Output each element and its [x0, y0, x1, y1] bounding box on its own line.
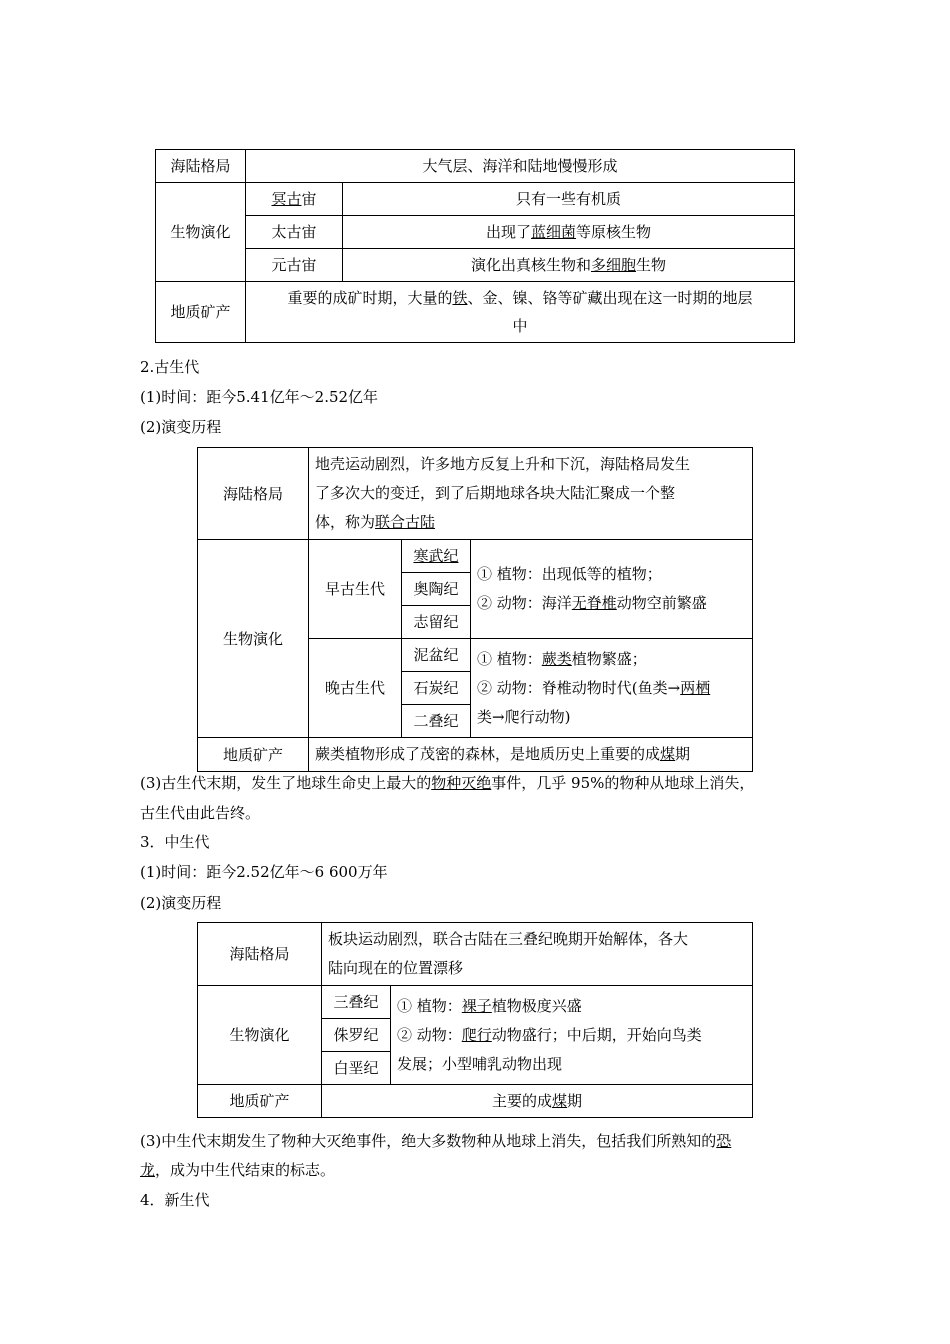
table-cell: ① 植物：出现低等的植物； ② 动物：海洋无脊椎动物空前繁盛: [471, 540, 753, 639]
paragraph: (1)时间：距今2.52亿年～6 600万年: [140, 863, 388, 881]
table-cell: 地质矿产: [198, 1085, 322, 1118]
paragraph: 龙，成为中生代结束的标志。: [140, 1161, 336, 1179]
table-cell: 志留纪: [402, 606, 471, 639]
table-cell: 海陆格局: [156, 150, 246, 183]
table-cell: 大气层、海洋和陆地慢慢形成: [246, 150, 795, 183]
section-title: 2.古生代: [140, 358, 200, 376]
table-cell: 出现了蓝细菌等原核生物: [343, 216, 795, 249]
table-cell: 生物演化: [156, 183, 246, 282]
table-cell: ① 植物：裸子植物极度兴盛 ② 动物：爬行动物盛行；中后期，开始向鸟类 发展；小型哺乳动物出现: [391, 986, 753, 1085]
table-cell: 生物演化: [198, 540, 309, 738]
table-cell: 地壳运动剧烈，许多地方反复上升和下沉，海陆格局发生 了多次大的变迁，到了后期地球各块大陆汇聚成一个整 体，称为联合古陆: [309, 448, 753, 540]
table-cell: 海陆格局: [198, 448, 309, 540]
table-cell: 元古宙: [246, 249, 343, 282]
table-cell: 主要的成煤期: [322, 1085, 753, 1118]
table-cell: 早古生代: [309, 540, 402, 639]
table-cell: 奥陶纪: [402, 573, 471, 606]
table-cell: ① 植物：蕨类植物繁盛； ② 动物：脊椎动物时代(鱼类→两栖 类→爬行动物): [471, 639, 753, 738]
table-cell: 地质矿产: [198, 738, 309, 772]
paragraph: (2)演变历程: [140, 894, 222, 912]
table-cell: 蕨类植物形成了茂密的森林，是地质历史上重要的成煤期: [309, 738, 753, 772]
mesozoic-table: [197, 922, 753, 1118]
paleozoic-table: [197, 447, 753, 772]
table-cell: 白垩纪: [322, 1052, 391, 1085]
table-cell: 二叠纪: [402, 705, 471, 738]
table-cell: 海陆格局: [198, 923, 322, 986]
paragraph: (3)古生代末期，发生了地球生命史上最大的物种灭绝事件，几乎 95%的物种从地球上消失，: [140, 774, 755, 792]
paragraph: (1)时间：距今5.41亿年～2.52亿年: [140, 388, 379, 406]
table-cell: 演化出真核生物和多细胞生物: [343, 249, 795, 282]
table-cell: 三叠纪: [322, 986, 391, 1019]
paragraph: (3)中生代末期发生了物种大灭绝事件，绝大多数物种从地球上消失，包括我们所熟知的恐: [140, 1132, 732, 1150]
table-cell: 重要的成矿时期，大量的铁、金、镍、铬等矿藏出现在这一时期的地层 中: [246, 282, 795, 343]
table-cell: 太古宙: [246, 216, 343, 249]
table-cell: 板块运动剧烈，联合古陆在三叠纪晚期开始解体，各大 陆向现在的位置漂移: [322, 923, 753, 986]
table-cell: 生物演化: [198, 986, 322, 1085]
paragraph: (2)演变历程: [140, 418, 222, 436]
table-cell: 泥盆纪: [402, 639, 471, 672]
paragraph: 古生代由此告终。: [140, 804, 261, 822]
table-cell: 石炭纪: [402, 672, 471, 705]
section-title: 3．中生代: [140, 833, 210, 851]
section-title: 4．新生代: [140, 1191, 210, 1209]
table-cell: 只有一些有机质: [343, 183, 795, 216]
table-cell: 晚古生代: [309, 639, 402, 738]
table-cell: 寒武纪: [402, 540, 471, 573]
table-cell: 地质矿产: [156, 282, 246, 343]
table-cell: 侏罗纪: [322, 1019, 391, 1052]
table-cell: 冥古宙: [246, 183, 343, 216]
precambrian-table: [155, 149, 795, 343]
